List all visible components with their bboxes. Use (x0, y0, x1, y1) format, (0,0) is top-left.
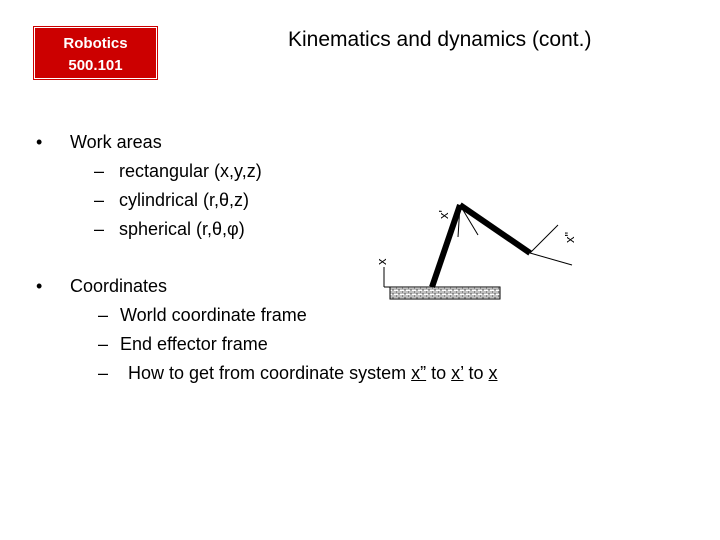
end-effector-label: x" (562, 231, 577, 243)
to-word: to (463, 363, 489, 383)
bullet-heading: Coordinates (70, 276, 168, 296)
bullet-work-areas (36, 128, 498, 157)
sub-bullet (36, 157, 498, 186)
sub-bullet-dash: – (98, 305, 109, 325)
sub-bullet-text: spherical (r,θ,φ) (119, 219, 245, 239)
course-number: 500.101 (68, 57, 123, 74)
sub-bullet-dash: – (94, 190, 105, 210)
frame-x-double-prime: x” (411, 363, 427, 383)
sub-bullet-text (128, 359, 498, 388)
slide-title: Kinematics and dynamics (cont.) (288, 28, 592, 51)
base-frame-axes (384, 267, 406, 287)
sub-bullet-text: World coordinate frame (120, 305, 307, 325)
to-word: to (426, 363, 452, 383)
robot-arm-diagram (360, 195, 600, 305)
sub-bullet-text: End effector frame (120, 334, 268, 354)
sub-bullet-dash: – (98, 334, 109, 354)
sub-bullet-text: rectangular (x,y,z) (119, 161, 262, 181)
sub-bullet (36, 301, 498, 330)
arm-link-2 (460, 205, 530, 253)
sub-bullet-dash: – (94, 161, 105, 181)
frame-x: x (488, 363, 498, 383)
base-block (390, 287, 500, 299)
course-name: Robotics (63, 35, 128, 52)
end-effector-axes (530, 225, 572, 265)
sub-bullet-text: cylindrical (r,θ,z) (119, 190, 250, 210)
bullet-dot: • (36, 132, 43, 152)
joint-frame-label: x' (436, 210, 451, 219)
frame-x-prime: x’ (451, 363, 464, 383)
bullet-dot: • (36, 276, 43, 296)
base-frame-label: x (374, 258, 389, 265)
bullet-heading: Work areas (70, 132, 162, 152)
sub-bullet-dash: – (94, 219, 105, 239)
transform-prefix: How to get from coordinate system (128, 363, 412, 383)
sub-bullet (36, 359, 498, 388)
sub-bullet-dash: – (98, 363, 109, 383)
course-badge (34, 27, 157, 79)
sub-bullet (36, 330, 498, 359)
